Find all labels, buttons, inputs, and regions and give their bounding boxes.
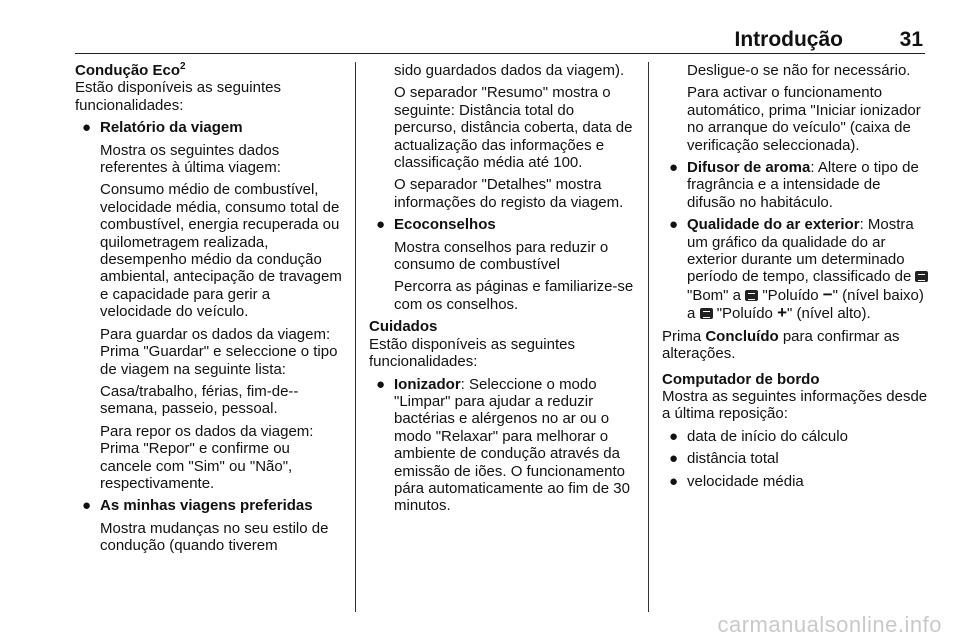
header-divider: [75, 53, 925, 54]
paragraph: sido guardados dados da viagem).: [394, 62, 625, 79]
paragraph: Qualidade do ar exterior: Mostra um gráfico da qualidade do ar exterior durante um determinado período de tempo, classificado de "Bom" a "Poluído −" (nível baixo) a "Poluído +" (nível alto).: [687, 216, 930, 322]
item-label: Qualidade do ar exterior: [687, 216, 860, 234]
list-item: [662, 473, 930, 490]
list-item-viagens-preferidas: [75, 497, 343, 554]
watermark: carmanualsonline.info: [717, 612, 942, 637]
bullet-icon: ●: [376, 375, 386, 393]
list-item-ionizador: [369, 376, 635, 515]
list-item-relatorio: [75, 119, 343, 492]
bullet-icon: ●: [669, 216, 679, 234]
list-item: [662, 428, 930, 445]
item-text: data de início do cálculo: [687, 427, 848, 445]
bullet-icon: ●: [669, 450, 679, 468]
item-label: Ecoconselhos: [394, 216, 496, 234]
bullet-icon: ●: [82, 497, 92, 515]
paragraph: Para guardar os dados da viagem: Prima "Guardar" e seleccione o tipo de viagem na seguinte lista:: [100, 325, 338, 378]
column-2: [369, 62, 635, 515]
list-item: [662, 450, 930, 467]
paragraph: Ionizador: Seleccione o modo "Limpar" para ajudar a reduzir bactérias e alérgenos no ar ou o modo "Relaxar" para melhorar o ambiente de condução através da emissão de iões. O funcionamento pára automaticamente ao fim de 30 minutos.: [394, 375, 630, 515]
air-quality-high-icon: [700, 308, 713, 319]
column-3: [662, 62, 930, 490]
bullet-icon: ●: [669, 427, 679, 445]
footnote-marker: 2: [180, 61, 186, 72]
paragraph: Prima Concluído para confirmar as alterações.: [662, 327, 900, 363]
list-item-ecoconselhos: [369, 216, 635, 313]
paragraph: Para activar o funcionamento automático, prima "Iniciar ionizador no arranque do veículo" (caixa de verificação seleccionada).: [687, 84, 921, 154]
item-label: Difusor de aroma: [687, 159, 811, 177]
column-divider: [355, 62, 356, 612]
bullet-icon: ●: [376, 216, 386, 234]
heading-cuidados: Cuidados: [369, 318, 438, 336]
paragraph: Consumo médio de combustível, velocidade média, consumo total de combustível, energia recuperada ou quilometragem realizada, desempenho médio da condução ambiental, antecipação de travagem e capacidade para gerir a velocidade do veículo.: [100, 181, 342, 321]
intro-text: Mostra as seguintes informações desde a última reposição:: [662, 387, 928, 423]
heading-conducao-eco: Condução Eco$^2$: [75, 61, 186, 79]
item-text: distância total: [687, 450, 779, 468]
list-item-qualidade-ar: [662, 216, 930, 322]
page-number: 31: [899, 28, 923, 51]
item-label: Ionizador: [394, 375, 461, 393]
list-item-difusor: [662, 159, 930, 211]
paragraph: Percorra as páginas e familiarize-se com os conselhos.: [394, 278, 634, 313]
item-label: Relatório da viagem: [100, 119, 243, 137]
column-1: [75, 62, 343, 555]
item-label: As minhas viagens preferidas: [100, 497, 313, 515]
bullet-icon: ●: [82, 119, 92, 137]
ui-term-concluido: Concluído: [705, 327, 779, 345]
bullet-icon: ●: [669, 159, 679, 177]
item-text: velocidade média: [687, 472, 804, 490]
paragraph: Para repor os dados da viagem: Prima "Repor" e confirme ou cancele com "Sim" ou "Não", respectivamente.: [100, 422, 314, 492]
paragraph: Desligue-o se não for necessário.: [687, 62, 911, 79]
section-title: Introdução: [734, 28, 843, 51]
air-quality-low-icon: [745, 290, 758, 301]
paragraph: Mostra conselhos para reduzir o consumo de combustível: [394, 238, 609, 274]
paragraph: Mostra os seguintes dados referentes à última viagem:: [100, 141, 281, 177]
paragraph: O separador "Resumo" mostra o seguinte: Distância total do percurso, distância coberta, data de actualização das informações e classificação média até 100.: [394, 84, 633, 172]
page-header: [75, 28, 923, 54]
intro-text: Estão disponíveis as seguintes funcionalidades:: [75, 79, 281, 114]
column-divider: [648, 62, 649, 612]
intro-text: Estão disponíveis as seguintes funcionalidades:: [369, 335, 575, 371]
paragraph: Difusor de aroma: Altere o tipo de fragrância e a intensidade de difusão no habitáculo.: [687, 159, 919, 211]
bullet-icon: ●: [669, 472, 679, 490]
minus-icon: −: [822, 284, 833, 304]
plus-icon: +: [777, 303, 787, 323]
paragraph: O separador "Detalhes" mostra informações do registo da viagem.: [394, 176, 624, 211]
heading-computador-bordo: Computador de bordo: [662, 370, 820, 388]
air-quality-good-icon: [915, 271, 928, 282]
paragraph: Casa/trabalho, férias, fim-de--semana, passeio, pessoal.: [100, 382, 299, 418]
paragraph: Mostra mudanças no seu estilo de condução (quando tiverem: [100, 519, 329, 555]
